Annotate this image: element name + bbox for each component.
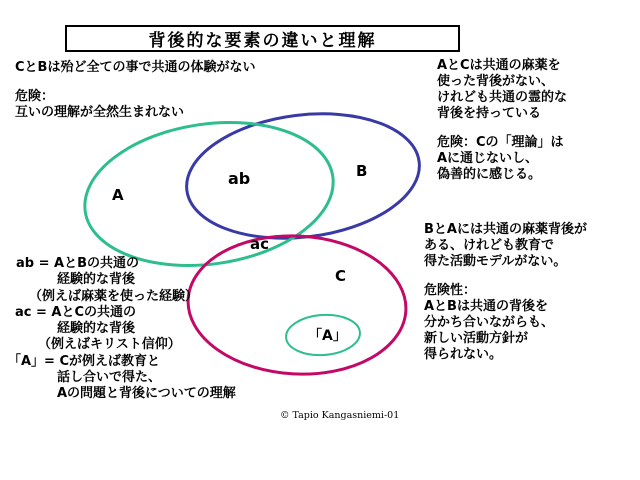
note-line: AとCは共通の麻薬を xyxy=(437,58,561,73)
copyright-text: © Tapio Kangasniemi-01 xyxy=(280,410,400,421)
note-line: 偽善的に感じる。 xyxy=(437,167,542,182)
note-line: 新しい活動方針が xyxy=(424,331,529,346)
note-line: 得られない。 xyxy=(424,347,503,362)
venn-label-c: C xyxy=(335,267,347,285)
legend-definitions xyxy=(0,256,236,403)
note-line: 危険性： xyxy=(424,283,477,298)
venn-label-a: A xyxy=(112,186,124,204)
legend-line: （例えば麻薬を使った経験） xyxy=(29,288,199,304)
note-line: BとAには共通の麻薬背後が xyxy=(424,222,587,237)
title-box xyxy=(65,25,460,52)
legend-line: 経験的な背後 xyxy=(57,321,136,337)
note-line: 危険：Cの「理論」は xyxy=(437,135,564,150)
note-mid-right xyxy=(424,222,587,363)
note-line: CとBは殆ど全ての事で共通の体験がない xyxy=(15,60,256,75)
note-line: 危険： xyxy=(15,89,55,104)
note-line: けれども共通の霊的な xyxy=(437,90,568,105)
note-top-left xyxy=(15,60,255,121)
legend-line: 話し合いで得た、 xyxy=(57,370,162,386)
note-line: ある、けれども教育で xyxy=(424,238,555,253)
page-title: 背後的な要素の違いと理解 xyxy=(148,31,377,51)
note-line: Aに通じないし、 xyxy=(437,151,539,166)
venn-label-inner-a: 「A」 xyxy=(308,328,347,344)
note-line: 得た活動モデルがない。 xyxy=(424,254,567,269)
note-line: 分かち合いながらも、 xyxy=(424,315,555,330)
note-top-right xyxy=(437,58,567,183)
note-line: AとBは共通の背後を xyxy=(424,299,548,314)
legend-line: 「A」= Cが例えば教育と xyxy=(8,353,161,369)
legend-line: Aの問題と背後についての理解 xyxy=(57,386,236,402)
legend-line: （例えばキリスト信仰） xyxy=(38,337,181,353)
note-line: 互いの理解が全然生まれない xyxy=(15,105,185,120)
legend-line: ab = AとBの共通の xyxy=(16,256,139,271)
venn-label-ac: ac xyxy=(250,235,270,253)
legend-line: ac = AとCの共通の xyxy=(15,304,137,320)
note-line: 背後を持っている xyxy=(437,106,542,121)
venn-label-b: B xyxy=(356,162,368,180)
legend-line: 経験的な背後 xyxy=(57,272,136,288)
venn-label-ab: ab xyxy=(228,169,251,188)
note-line: 使った背後がない、 xyxy=(437,74,555,89)
